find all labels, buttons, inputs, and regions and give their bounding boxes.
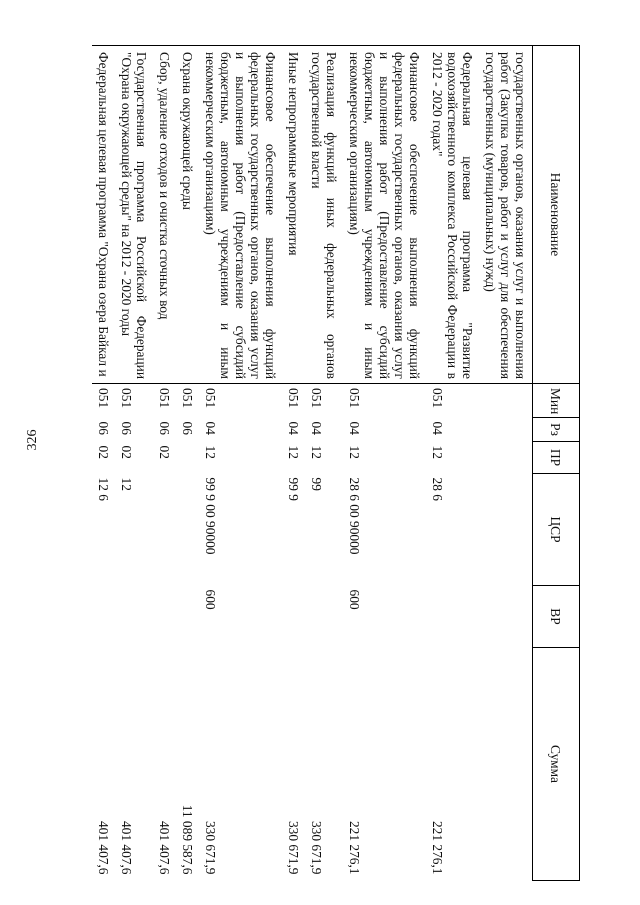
page-number: 326 xyxy=(25,429,40,451)
cell-vr: 600 xyxy=(347,589,362,610)
cell-sum: 330 671,9 xyxy=(309,820,324,875)
table-row xyxy=(199,46,282,881)
cell-sum: 221 276,1 xyxy=(430,820,445,875)
cell-vr xyxy=(305,586,343,648)
cell-min: 051 xyxy=(180,388,195,409)
cell-vr xyxy=(115,586,153,648)
cell-rz: 04 xyxy=(203,421,218,435)
cell-pr: 12 xyxy=(286,445,301,459)
cell-rz xyxy=(479,418,533,442)
cell-name: Реализация функций иных федеральных органов государственной власти xyxy=(305,46,343,384)
cell-sum: 221 276,1 xyxy=(347,820,362,875)
table-row xyxy=(153,46,176,881)
cell-name: Финансовое обеспечение выполнения функций федеральных государственных органов, оказания услуг и выполнения работ (Предоставление субсидий бюджетным, автономным учреждениям и иным некоммерческим организациям) xyxy=(199,46,282,384)
table-row xyxy=(92,46,115,881)
header-vr: ВР xyxy=(533,586,580,648)
cell-csr: 28 6 00 90000 xyxy=(347,477,362,555)
cell-name: Государственная программа Российской Федерации "Охрана окружающей среды" на 2012 - 2020 годы xyxy=(115,46,153,384)
cell-pr xyxy=(479,442,533,474)
cell-vr xyxy=(426,586,479,648)
cell-csr: 99 xyxy=(309,477,324,491)
cell-csr xyxy=(176,474,199,586)
cell-sum: 401 407,6 xyxy=(96,820,111,875)
header-name: Наименование xyxy=(533,46,580,384)
cell-name: Федеральная целевая программа "Развитие водохозяйственного комплекса Российской Федерации в 2012 - 2020 годах" xyxy=(426,46,479,384)
cell-sum: 330 671,9 xyxy=(286,820,301,875)
cell-pr: 02 xyxy=(157,445,172,459)
cell-name: Иные непрограммные мероприятия xyxy=(282,46,305,384)
table-row xyxy=(176,46,199,881)
cell-min: 051 xyxy=(286,388,301,409)
header-min: Мин xyxy=(533,384,580,418)
cell-vr xyxy=(176,586,199,648)
cell-sum: 330 671,9 xyxy=(203,820,218,875)
table-header-row xyxy=(533,46,580,881)
cell-rz: 06 xyxy=(157,421,172,435)
cell-csr xyxy=(479,474,533,586)
cell-min: 051 xyxy=(430,388,445,409)
cell-rz: 04 xyxy=(309,421,324,435)
cell-pr: 12 xyxy=(309,445,324,459)
cell-min: 051 xyxy=(309,388,324,409)
budget-table xyxy=(92,45,580,881)
cell-pr: 12 xyxy=(430,445,445,459)
cell-pr: 02 xyxy=(119,445,134,459)
cell-vr: 600 xyxy=(203,589,218,610)
cell-min: 051 xyxy=(96,388,111,409)
cell-csr: 28 6 xyxy=(430,477,445,501)
table-row xyxy=(479,46,533,881)
cell-min: 051 xyxy=(157,388,172,409)
header-pr: ПР xyxy=(533,442,580,474)
cell-rz: 04 xyxy=(347,421,362,435)
table-row xyxy=(426,46,479,881)
table-row xyxy=(343,46,426,881)
cell-name: Охрана окружающей среды xyxy=(176,46,199,384)
cell-min: 051 xyxy=(119,388,134,409)
cell-vr xyxy=(92,586,115,648)
header-csr: ЦСР xyxy=(533,474,580,586)
cell-min xyxy=(479,384,533,418)
cell-rz: 06 xyxy=(180,421,195,435)
header-rz: Рз xyxy=(533,418,580,442)
header-sum: Сумма xyxy=(533,648,580,881)
cell-sum: 401 407,6 xyxy=(157,820,172,875)
cell-csr: 99 9 00 90000 xyxy=(203,477,218,555)
cell-sum: 11 089 587,6 xyxy=(180,804,195,875)
cell-name: Финансовое обеспечение выполнения функций федеральных государственных органов, оказания услуг и выполнения работ (Предоставление субсидий бюджетным, автономным учреждениям и иным некоммерческим организациям) xyxy=(343,46,426,384)
cell-pr: 02 xyxy=(96,445,111,459)
cell-vr xyxy=(153,586,176,648)
cell-csr: 12 xyxy=(119,477,134,491)
cell-pr: 12 xyxy=(203,445,218,459)
table-row xyxy=(115,46,153,881)
cell-name: государственных органов, оказания услуг и выполнения работ (Закупка товаров, работ и услуг для обеспечения государственных (муниципальных) нужд) xyxy=(479,46,533,384)
cell-rz: 06 xyxy=(96,421,111,435)
rotated-page-content xyxy=(55,45,580,880)
table-row xyxy=(305,46,343,881)
cell-vr xyxy=(479,586,533,648)
cell-rz: 04 xyxy=(286,421,301,435)
cell-name: Сбор, удаление отходов и очистка сточных вод xyxy=(153,46,176,384)
cell-name: Федеральная целевая программа "Охрана озера Байкал и xyxy=(92,46,115,384)
cell-min: 051 xyxy=(203,388,218,409)
cell-sum xyxy=(479,648,533,881)
table-row xyxy=(282,46,305,881)
cell-rz: 04 xyxy=(430,421,445,435)
cell-vr xyxy=(282,586,305,648)
cell-min: 051 xyxy=(347,388,362,409)
cell-csr: 99 9 xyxy=(286,477,301,501)
cell-csr: 12 6 xyxy=(96,477,111,501)
cell-csr xyxy=(153,474,176,586)
cell-pr: 12 xyxy=(347,445,362,459)
cell-sum: 401 407,6 xyxy=(119,820,134,875)
cell-rz: 06 xyxy=(119,421,134,435)
cell-pr xyxy=(176,442,199,474)
